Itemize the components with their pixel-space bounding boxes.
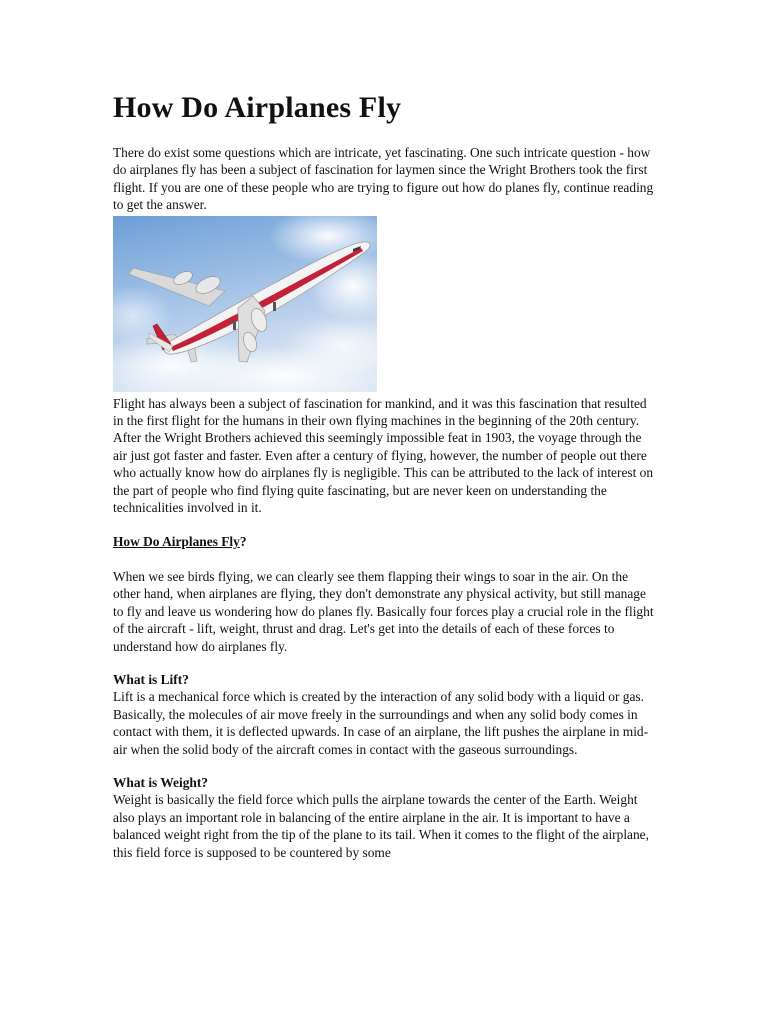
birds-paragraph: When we see birds flying, we can clearly see them flapping their wings to soar in the air. On the other hand, when airplanes are flying, they don't demonstrate any physical activity, but still manage to fly and leave us wondering how do planes fly. Basically four forces play a crucial role in the flight of the aircraft - lift, weight, thrust and drag. Let's get into the details of each of these forces to understand how do airplanes fly.	[113, 568, 654, 654]
intro-paragraph: There do exist some questions which are intricate, yet fascinating. One such intricate question - how do airplanes fly has been a subject of fascination for laymen since the Wright Brothers took the first flight. If you are one of these people who are trying to figure out how do planes fly, continue reading to get the answer.	[113, 145, 654, 213]
subheading-link[interactable]: How Do Airplanes Fly	[113, 534, 240, 550]
lift-heading: What is Lift?	[113, 671, 189, 687]
subheading-suffix: ?	[239, 534, 247, 550]
page-title: How Do Airplanes Fly	[113, 91, 402, 124]
flight-history-paragraph: Flight has always been a subject of fascination for mankind, and it was this fascination that resulted in the first flight for the humans in their own flying machines in the beginning of the 20th century. After the Wright Brothers achieved this seemingly impossible feat in 1903, the voyage through the air just got faster and faster. Even after a century of flying, however, the number of people out there who actually know how do airplanes fly is negligible. This can be attributed to the lack of interest on the part of people who find flying quite fascinating, but are never keen on understanding the technicalities involved in it.	[113, 395, 654, 516]
weight-paragraph: Weight is basically the field force which pulls the airplane towards the center of the Earth. Weight also plays an important role in balancing of the entire airplane in the air. It is important to have a balanced weight right from the tip of the plane to its tail. When it comes to the flight of the airplane, this field force is supposed to be countered by some	[113, 792, 649, 860]
weight-heading: What is Weight?	[113, 774, 208, 790]
airplane-photo	[113, 216, 377, 392]
article	[113, 90, 658, 861]
section-subheading	[113, 533, 658, 550]
lift-paragraph: Lift is a mechanical force which is created by the interaction of any solid body with a liquid or gas. Basically, the molecules of air move freely in the surroundings and when any solid body comes in contact with them, it is deflected upwards. In case of an airplane, the lift pushes the airplane in mid-air when the solid body of the aircraft comes in contact with the gaseous surroundings.	[113, 689, 649, 757]
